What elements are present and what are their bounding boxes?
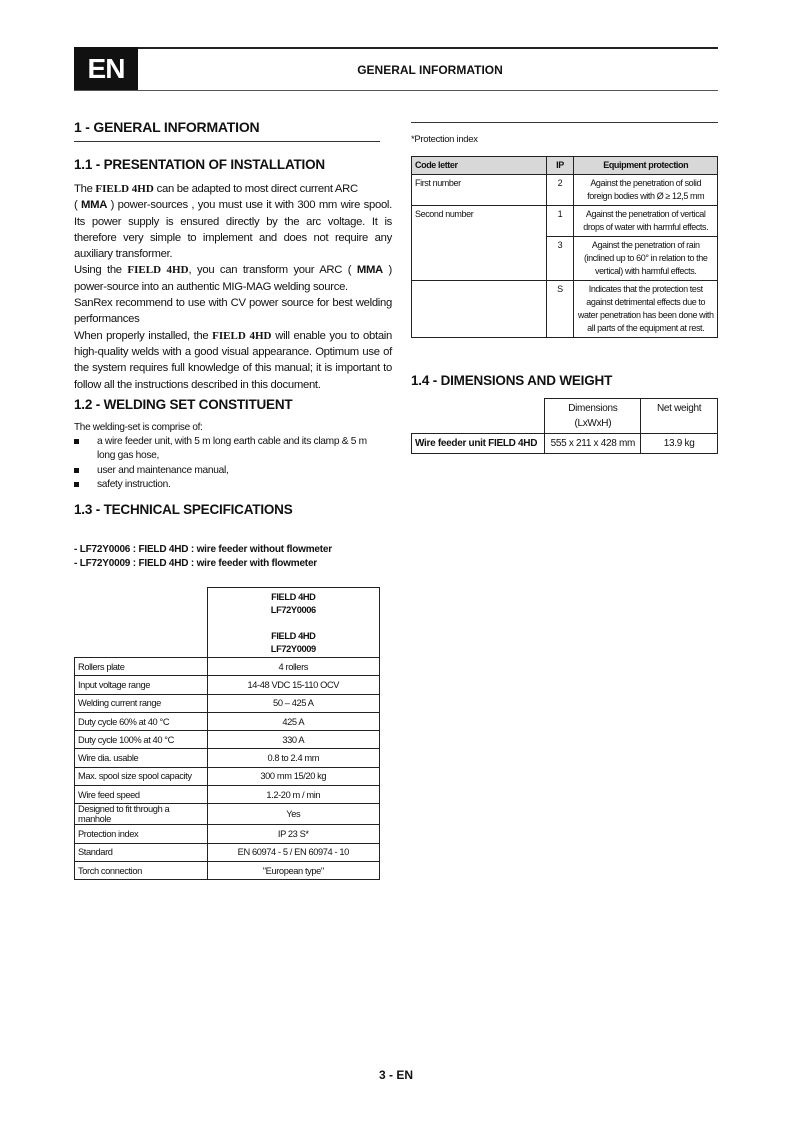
table-row: First number 2 Against the penetration of solid foreign bodies with Ø ≥ 12,5 mm <box>412 175 718 206</box>
table-row: Duty cycle 60% at 40 °C 425 A <box>75 712 380 730</box>
presentation-text: The FIELD 4HD can be adapted to most direct current ARC ( MMA ) power-sources , you must use it with 300 mm wire spool. Its power supply is ensured directly by the arc voltage. It is therefore very simple to implement and does not require any auxiliary transformer. Using the FIELD 4HD, you can transform your ARC ( MMA ) power-source into an authentic MIG-MAG welding source. SanRex recommend to use with CV power source for best welding performances When properly installed, the FIELD 4HD will enable you to obtain high-quality welds with a good visual appearance. Optimum use of the system requires full knowledge of this manual; it is important to follow all the instructions described in this document. <box>74 183 392 391</box>
table-row: 3 Against the penetration of rain (inclined up to 60° in relation to the vertical) with harmful effects. <box>412 237 718 281</box>
table-row: Welding current range 50 – 425 A <box>75 694 380 712</box>
dimensions-header: Dimensions (LxWxH) <box>545 399 641 434</box>
table-row: Designed to fit through a manhole Yes <box>75 804 380 825</box>
list-item: safety instruction. <box>74 478 384 492</box>
dimensions-table <box>411 398 718 454</box>
constituent-intro: The welding-set is comprise of: <box>74 422 203 433</box>
table-row: Max. spool size spool capacity 300 mm 15/20 kg <box>75 767 380 785</box>
table-row: Duty cycle 100% at 40 °C 330 A <box>75 731 380 749</box>
table-row <box>75 588 380 658</box>
technical-specifications-table <box>74 587 380 880</box>
table-row: Code letter IP Equipment protection <box>412 157 718 175</box>
weight-header: Net weight <box>641 399 718 434</box>
section-1-1-title: 1.1 - PRESENTATION OF INSTALLATION <box>74 157 325 172</box>
table-row: S Indicates that the protection test against detrimental effects due to water penetration has been done with all parts of the equipment at rest. <box>412 281 718 338</box>
section-1-2-title: 1.2 - WELDING SET CONSTITUENT <box>74 397 293 412</box>
table-row: Rollers plate 4 rollers <box>75 658 380 676</box>
section-1-3-title: 1.3 - TECHNICAL SPECIFICATIONS <box>74 502 293 517</box>
table-row: Second number 1 Against the penetration of vertical drops of water with harmful effects. <box>412 206 718 237</box>
table-row: Wire dia. usable 0.8 to 2.4 mm <box>75 749 380 767</box>
table-row: Torch connection "European type" <box>75 861 380 879</box>
table-row: Wire feeder unit FIELD 4HD 555 x 211 x 428 mm 13.9 kg <box>412 434 718 454</box>
model-references: - LF72Y0006 : FIELD 4HD : wire feeder without flowmeter - LF72Y0009 : FIELD 4HD : wire feeder with flowmeter <box>74 544 332 569</box>
section-1-title: 1 - GENERAL INFORMATION <box>74 119 260 135</box>
protection-caption: *Protection index <box>411 134 478 145</box>
header-rule-top <box>74 47 718 49</box>
table-row: Input voltage range 14-48 VDC 15-110 OCV <box>75 676 380 694</box>
header-rule-bottom <box>74 90 718 91</box>
header-section-title: GENERAL INFORMATION <box>357 63 503 77</box>
section-1-rule <box>74 141 380 142</box>
bullet-icon <box>74 482 79 487</box>
section-1-4-title: 1.4 - DIMENSIONS AND WEIGHT <box>411 373 613 388</box>
table-row: Wire feed speed 1.2-20 m / min <box>75 786 380 804</box>
bullet-icon <box>74 439 79 444</box>
language-badge: EN <box>74 47 138 91</box>
bullet-icon <box>74 468 79 473</box>
list-item: a wire feeder unit, with 5 m long earth cable and its clamp & 5 m long gas hose, <box>74 435 384 463</box>
table-row <box>412 399 718 434</box>
page-number: 3 - EN <box>378 1068 413 1082</box>
table-row: Standard EN 60974 - 5 / EN 60974 - 10 <box>75 843 380 861</box>
list-item: user and maintenance manual, <box>74 464 384 478</box>
spec-header: FIELD 4HD LF72Y0006 FIELD 4HD LF72Y0009 <box>207 588 379 658</box>
right-column-rule <box>411 122 718 123</box>
protection-index-table <box>411 156 718 338</box>
table-row: Protection index IP 23 S* <box>75 825 380 843</box>
